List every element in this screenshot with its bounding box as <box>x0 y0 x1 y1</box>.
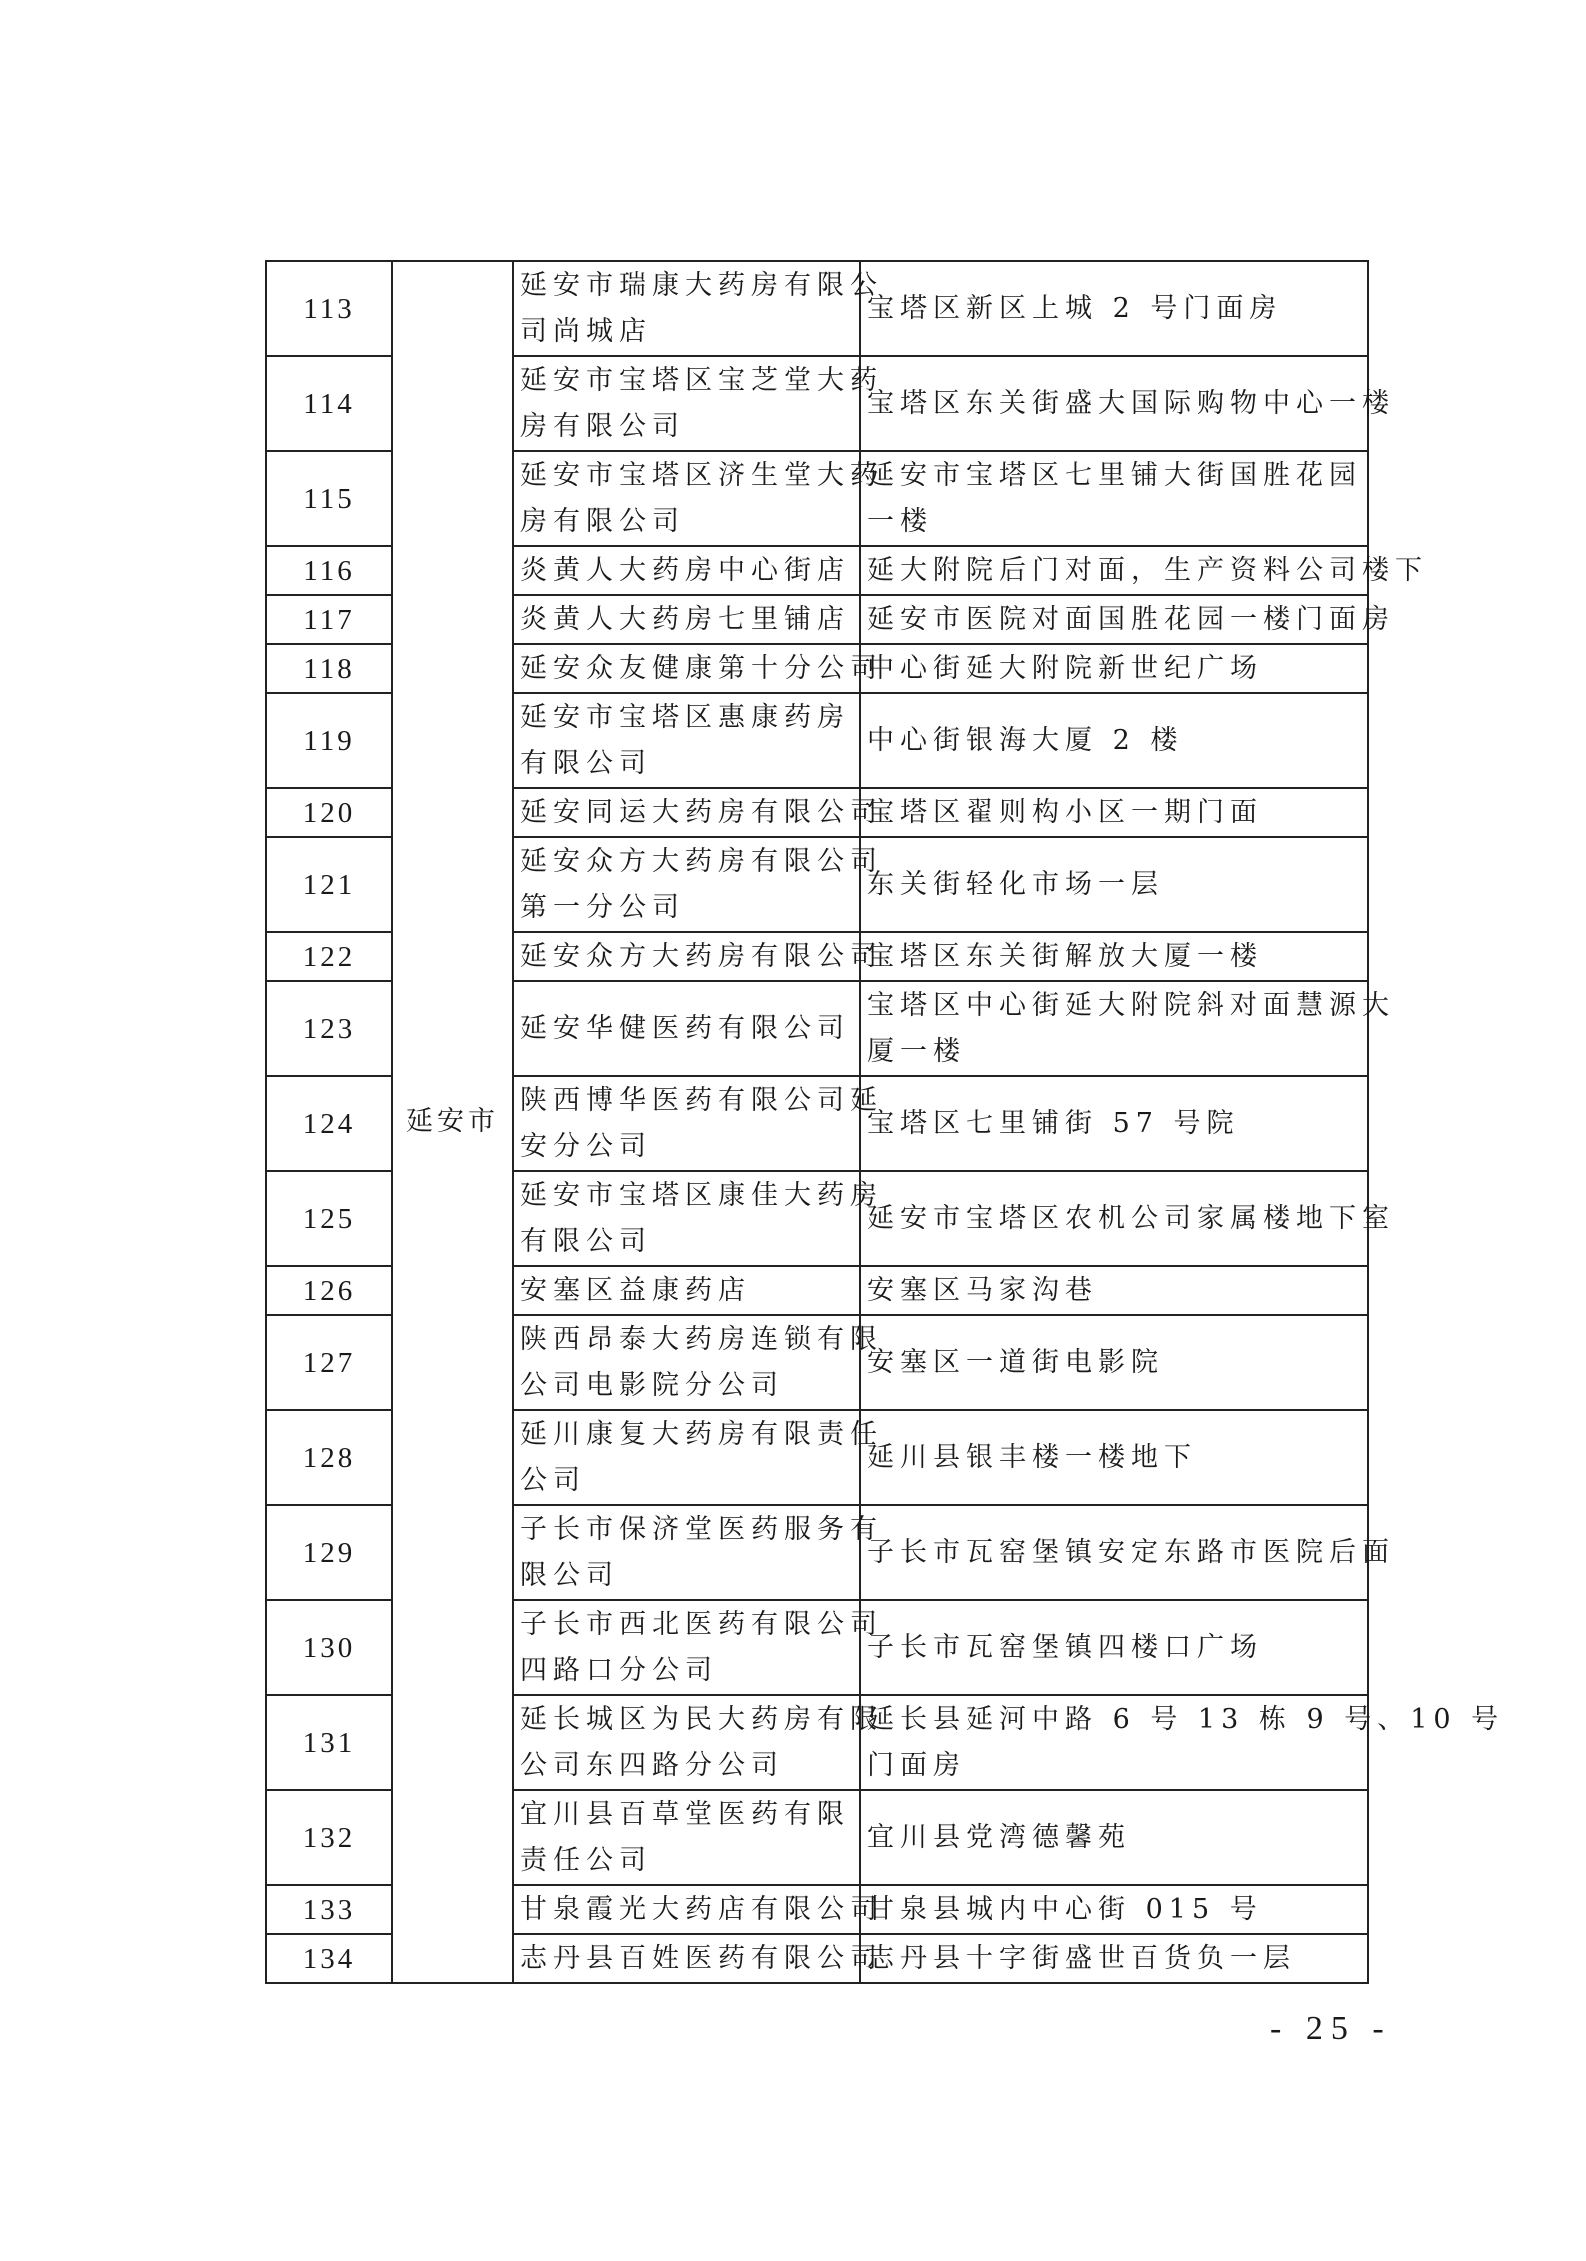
row-number: 130 <box>266 1600 392 1695</box>
address-cell <box>860 1600 1368 1695</box>
pharmacy-table-body <box>266 261 1505 1983</box>
row-number: 121 <box>266 837 392 932</box>
pharmacy-name-line: 责任公司 <box>520 1844 652 1876</box>
row-number: 123 <box>266 981 392 1076</box>
address-cell <box>860 981 1395 1076</box>
pharmacy-name-cell <box>513 546 860 595</box>
pharmacy-name-cell <box>513 356 883 451</box>
row-number: 116 <box>266 546 392 595</box>
pharmacy-name-cell <box>513 837 883 932</box>
row-number: 118 <box>266 644 392 693</box>
pharmacy-name-cell <box>513 1266 860 1315</box>
pharmacy-name-line: 安分公司 <box>520 1130 652 1162</box>
pharmacy-name-line: 房有限公司 <box>520 410 685 442</box>
pharmacy-name-line: 延安众方大药房有限公司 <box>520 845 883 877</box>
address-cell <box>860 693 1368 788</box>
address-line: 中心街银海大厦 2 楼 <box>867 724 1184 756</box>
address-line: 宝塔区东关街解放大厦一楼 <box>867 940 1263 972</box>
row-number: 126 <box>266 1266 392 1315</box>
address-line: 延大附院后门对面，生产资料公司楼下 <box>867 554 1428 586</box>
pharmacy-name-line: 延安众友健康第十分公司 <box>520 652 883 684</box>
address-cell <box>860 1315 1368 1410</box>
pharmacy-name-line: 志丹县百姓医药有限公司 <box>520 1942 883 1974</box>
pharmacy-name-line: 子长市保济堂医药服务有 <box>520 1513 883 1545</box>
pharmacy-name-line: 公司电影院分公司 <box>520 1369 784 1401</box>
table-row <box>266 261 1368 356</box>
row-number: 120 <box>266 788 392 837</box>
address-cell <box>860 932 1368 981</box>
address-cell <box>860 1171 1395 1266</box>
address-line: 延安市宝塔区七里铺大街国胜花园 <box>867 459 1362 491</box>
address-cell <box>860 356 1395 451</box>
address-line: 志丹县十字街盛世百货负一层 <box>867 1942 1296 1974</box>
pharmacy-name-cell <box>513 693 860 788</box>
pharmacy-name-line: 司尚城店 <box>520 315 652 347</box>
pharmacy-table <box>265 260 1505 1984</box>
row-number: 117 <box>266 595 392 644</box>
pharmacy-name-line: 子长市西北医药有限公司 <box>520 1608 883 1640</box>
pharmacy-name-line: 第一分公司 <box>520 891 685 923</box>
address-cell <box>860 451 1368 546</box>
address-line: 宝塔区翟则构小区一期门面 <box>867 796 1263 828</box>
pharmacy-name-line: 房有限公司 <box>520 505 685 537</box>
pharmacy-name-line: 延长城区为民大药房有限 <box>520 1703 883 1735</box>
pharmacy-name-line: 公司东四路分公司 <box>520 1749 784 1781</box>
pharmacy-name-line: 安塞区益康药店 <box>520 1274 751 1306</box>
address-line: 安塞区一道街电影院 <box>867 1346 1164 1378</box>
address-line: 子长市瓦窑堡镇安定东路市医院后面 <box>867 1536 1395 1568</box>
pharmacy-name-cell <box>513 1076 883 1171</box>
pharmacy-name-cell <box>513 981 860 1076</box>
row-number: 134 <box>266 1934 392 1983</box>
pharmacy-name-cell <box>513 1934 883 1983</box>
address-line: 厦一楼 <box>867 1035 966 1067</box>
pharmacy-name-cell <box>513 788 883 837</box>
pharmacy-name-cell <box>513 1885 883 1934</box>
address-line: 宝塔区东关街盛大国际购物中心一楼 <box>867 387 1395 419</box>
pharmacy-name-line: 延安华健医药有限公司 <box>520 1012 850 1044</box>
row-number: 129 <box>266 1505 392 1600</box>
address-line: 宝塔区中心街延大附院斜对面慧源大 <box>867 989 1395 1021</box>
pharmacy-name-line: 甘泉霞光大药店有限公司 <box>520 1893 883 1925</box>
row-number: 113 <box>266 261 392 356</box>
row-number: 115 <box>266 451 392 546</box>
pharmacy-name-line: 炎黄人大药房七里铺店 <box>520 603 850 635</box>
pharmacy-name-line: 有限公司 <box>520 1225 652 1257</box>
pharmacy-name-cell <box>513 1171 883 1266</box>
row-number: 127 <box>266 1315 392 1410</box>
address-cell <box>860 261 1368 356</box>
row-number: 132 <box>266 1790 392 1885</box>
pharmacy-name-cell <box>513 644 883 693</box>
row-number: 119 <box>266 693 392 788</box>
row-number: 133 <box>266 1885 392 1934</box>
pharmacy-name-line: 延安众方大药房有限公司 <box>520 940 883 972</box>
address-cell <box>860 1266 1368 1315</box>
address-line: 东关街轻化市场一层 <box>867 868 1164 900</box>
row-number: 131 <box>266 1695 392 1790</box>
pharmacy-name-cell <box>513 1790 860 1885</box>
pharmacy-name-line: 延安市宝塔区宝芝堂大药 <box>520 364 883 396</box>
address-line: 门面房 <box>867 1749 966 1781</box>
pharmacy-name-line: 延安市瑞康大药房有限公 <box>520 269 883 301</box>
pharmacy-name-cell <box>513 595 860 644</box>
pharmacy-name-cell <box>513 1695 883 1790</box>
pharmacy-name-cell <box>513 261 883 356</box>
pharmacy-name-cell <box>513 1600 883 1695</box>
row-number: 125 <box>266 1171 392 1266</box>
pharmacy-name-line: 陕西博华医药有限公司延 <box>520 1084 883 1116</box>
address-cell <box>860 1505 1395 1600</box>
address-line: 延安市医院对面国胜花园一楼门面房 <box>867 603 1395 635</box>
row-number: 128 <box>266 1410 392 1505</box>
address-cell <box>860 1885 1368 1934</box>
address-cell <box>860 546 1428 595</box>
pharmacy-name-cell <box>513 1315 883 1410</box>
address-line: 宝塔区新区上城 2 号门面房 <box>867 292 1283 324</box>
address-cell <box>860 788 1368 837</box>
page-number: - 25 - <box>1270 2010 1392 2047</box>
pharmacy-name-cell <box>513 932 883 981</box>
pharmacy-name-line: 延安市宝塔区康佳大药房 <box>520 1179 883 1211</box>
address-cell <box>860 1934 1368 1983</box>
address-cell <box>860 595 1395 644</box>
city-cell: 延安市 <box>392 261 513 1983</box>
address-line: 延川县银丰楼一楼地下 <box>867 1441 1197 1473</box>
pharmacy-name-line: 限公司 <box>520 1559 619 1591</box>
pharmacy-name-line: 延安市宝塔区惠康药房 <box>520 701 850 733</box>
pharmacy-name-line: 宜川县百草堂医药有限 <box>520 1798 850 1830</box>
address-cell <box>860 644 1368 693</box>
row-number: 124 <box>266 1076 392 1171</box>
pharmacy-name-line: 延川康复大药房有限责任 <box>520 1418 883 1450</box>
address-line: 一楼 <box>867 505 933 537</box>
address-line: 延长县延河中路 6 号 13 栋 9 号、10 号 <box>867 1703 1505 1735</box>
pharmacy-name-line: 陕西昂泰大药房连锁有限 <box>520 1323 883 1355</box>
address-line: 安塞区马家沟巷 <box>867 1274 1098 1306</box>
address-cell <box>860 1790 1368 1885</box>
pharmacy-name-line: 炎黄人大药房中心街店 <box>520 554 850 586</box>
pharmacy-name-line: 延安市宝塔区济生堂大药 <box>520 459 883 491</box>
address-line: 甘泉县城内中心街 015 号 <box>867 1893 1263 1925</box>
address-line: 中心街延大附院新世纪广场 <box>867 652 1263 684</box>
row-number: 114 <box>266 356 392 451</box>
pharmacy-name-line: 公司 <box>520 1464 586 1496</box>
pharmacy-name-cell <box>513 1410 883 1505</box>
row-number: 122 <box>266 932 392 981</box>
address-cell <box>860 837 1368 932</box>
address-line: 子长市瓦窑堡镇四楼口广场 <box>867 1631 1263 1663</box>
address-line: 宝塔区七里铺街 57 号院 <box>867 1107 1240 1139</box>
address-cell <box>860 1076 1368 1171</box>
pharmacy-name-cell <box>513 451 883 546</box>
address-cell <box>860 1410 1368 1505</box>
pharmacy-name-cell <box>513 1505 883 1600</box>
address-line: 延安市宝塔区农机公司家属楼地下室 <box>867 1202 1395 1234</box>
pharmacy-name-line: 延安同运大药房有限公司 <box>520 796 883 828</box>
pharmacy-name-line: 有限公司 <box>520 747 652 779</box>
address-line: 宜川县党湾德馨苑 <box>867 1821 1131 1853</box>
address-cell <box>860 1695 1505 1790</box>
pharmacy-name-line: 四路口分公司 <box>520 1654 718 1686</box>
